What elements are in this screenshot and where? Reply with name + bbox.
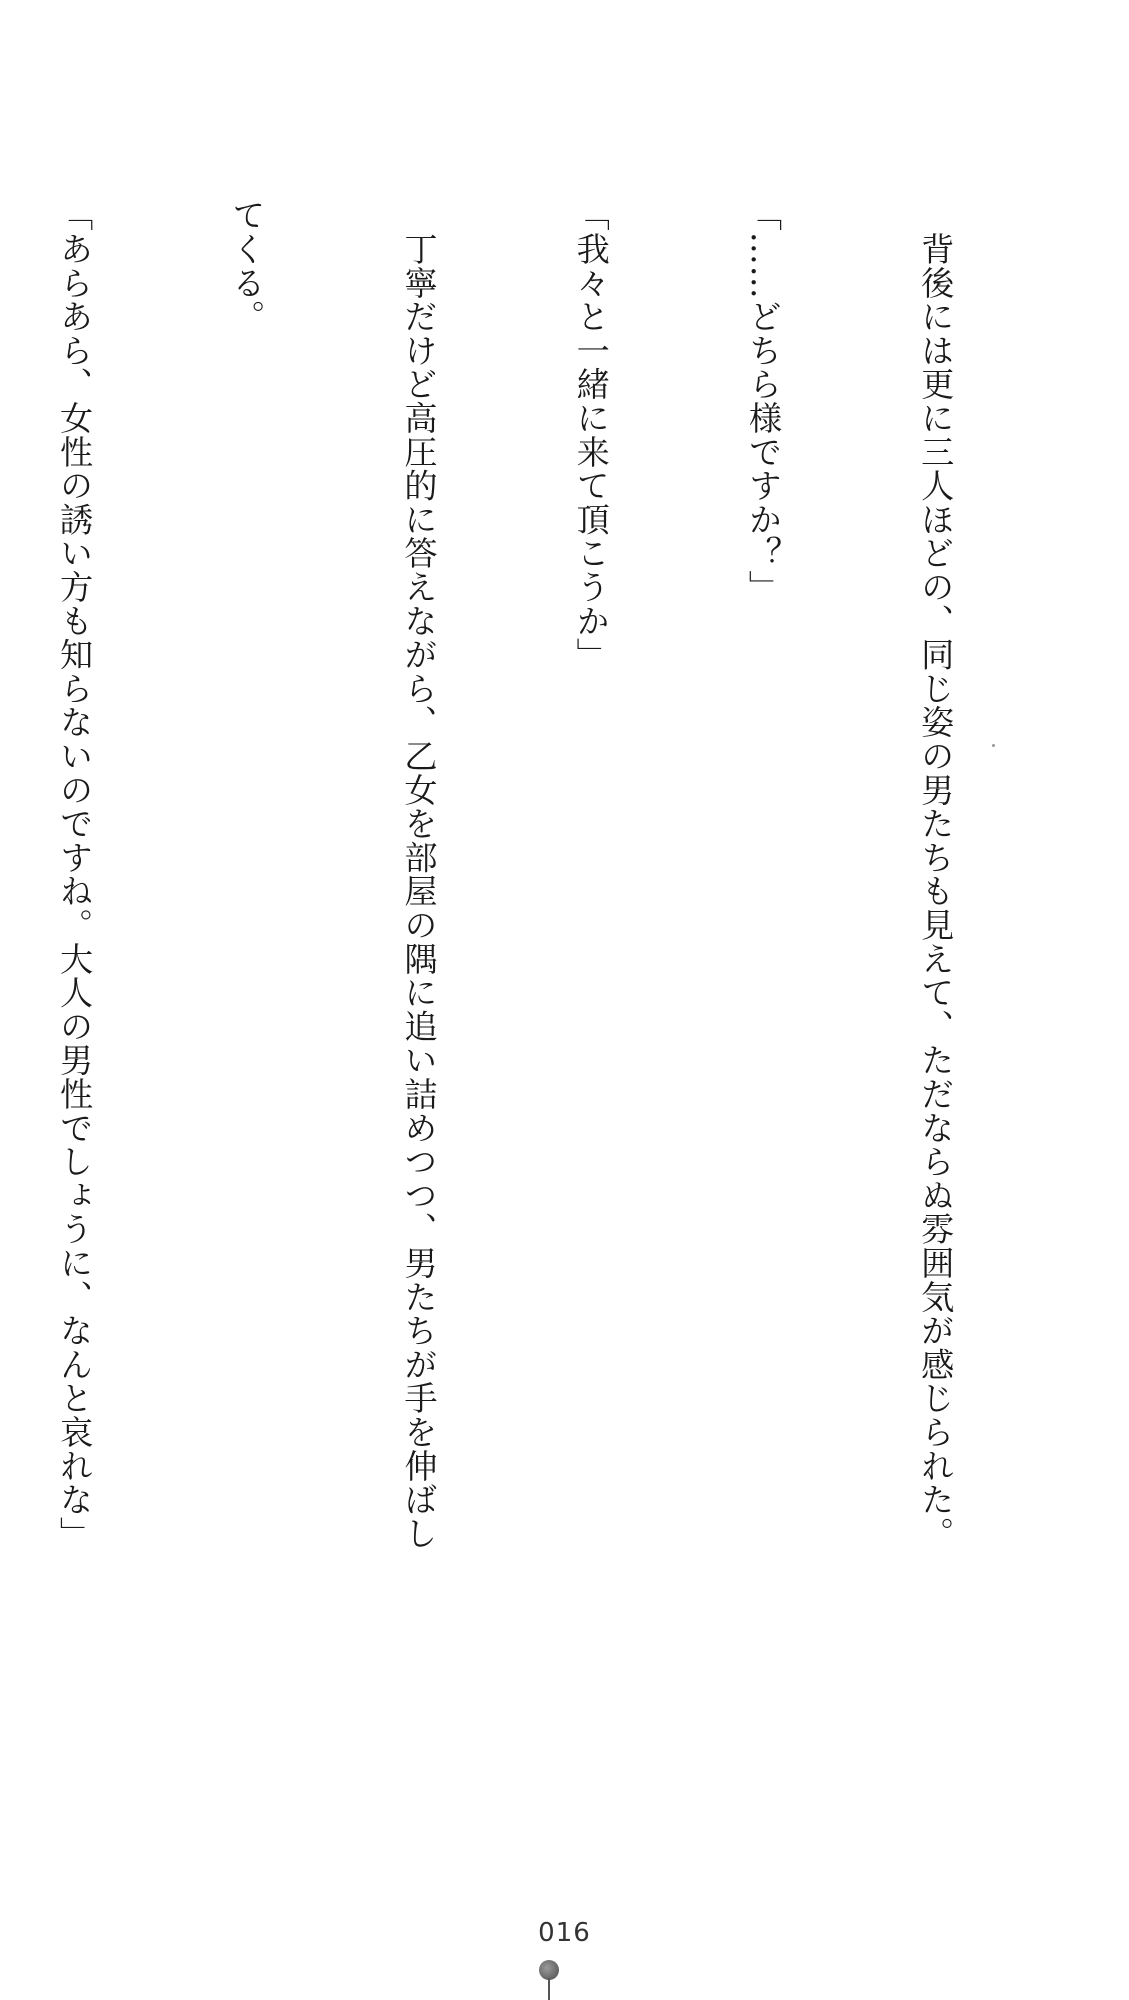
page-number: 016 (538, 1918, 591, 1948)
text-line: 「あらあら、女性の誘い方も知らないのですね。大人の男性でしょうに、なんと哀れな」 (55, 198, 95, 1550)
page-ornament-stem (548, 1978, 550, 2000)
text-line: 「……どちら様ですか？」 (743, 198, 783, 604)
text-line: てくる。 (227, 198, 267, 334)
page-ornament-dot-icon (539, 1960, 559, 1980)
text-line: 背後には更に三人ほどの、同じ姿の男たちも見えて、ただならぬ雰囲気が感じられた。 (916, 198, 956, 1550)
print-speck (992, 744, 995, 747)
text-line: 「我々と一緒に来て頂こうか」 (571, 198, 611, 672)
text-line: 丁寧だけど高圧的に答えながら、乙女を部屋の隅に追い詰めつつ、男たちが手を伸ばし (399, 198, 439, 1550)
vertical-text-body (0, 198, 1079, 1648)
